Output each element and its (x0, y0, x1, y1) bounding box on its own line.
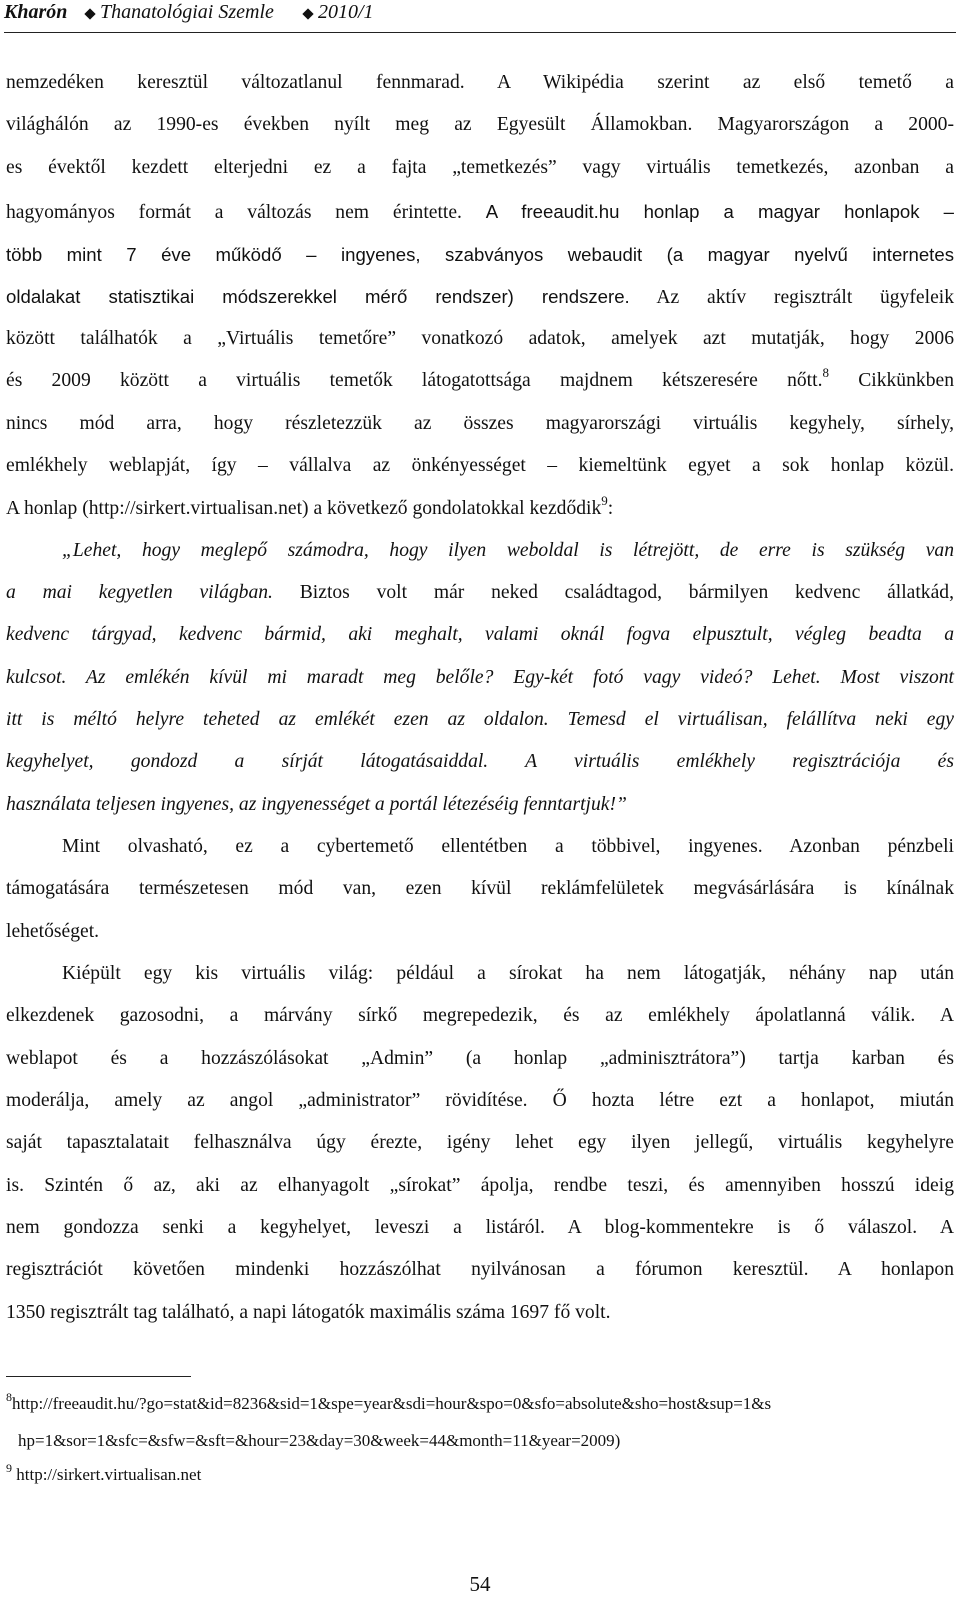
diamond-separator-icon (84, 8, 95, 19)
text-line: regisztrációt követően mindenki hozzászólhat nyilvánosan a fórumon keresztül. A honlapon (6, 1259, 954, 1280)
text-segment: Cikkünkben (828, 370, 954, 391)
text-segment: kegyhelyet, gondozd a sírját látogatásaiddal. (6, 751, 489, 772)
footnote-text: http://sirkert.virtualisan.net (16, 1465, 202, 1484)
text-line (6, 197, 954, 227)
text-segment: Biztos volt már neked családtagod, bármilyen kedvenc állatkád, (272, 582, 954, 603)
footnote-ref-8: 8 (822, 365, 829, 380)
text-line (6, 366, 954, 396)
footnote-ref-9: 9 (601, 493, 608, 508)
text-line (6, 494, 954, 524)
footnote-text: http://freeaudit.hu/?go=stat&id=8236&sid=1&spe=year&sdi=hour&spo=0&sfo=absolute&sho=host&sup=1&s (12, 1394, 772, 1413)
text-segment: kulcsot. Az emlékén kívül mi maradt meg belőle? Egy-két fotó vagy videó? Lehet. (6, 667, 821, 688)
running-header (4, 0, 956, 33)
quote-line (6, 578, 954, 608)
footnote-8-continued: hp=1&sor=1&sfc=&sfw=&sft=&hour=23&day=30&week=44&month=11&year=2009) (18, 1431, 621, 1450)
text-line: világhálón az 1990-es években nyílt meg az Egyesült Államokban. Magyarországon a 2000- (6, 114, 954, 135)
text-line: lehetőséget. (6, 921, 100, 942)
text-segment: : (607, 498, 614, 519)
text-segment: és 2009 között a virtuális temetők látogatottsága majdnem kétszeresére nőtt. (6, 370, 823, 391)
text-line: emlékhely weblapját, így – vállalva az önkényességet – kiemeltünk egyet a sok honlap közül. (6, 455, 954, 476)
quote-line (6, 663, 954, 693)
text-segment: Most viszont (820, 667, 954, 688)
journal-name: Kharón (4, 1, 68, 23)
quote-line: használata teljesen ingyenes, az ingyenességet a portál létezéséig fenntartjuk!” (6, 794, 627, 815)
journal-subtitle: Thanatológiai Szemle (100, 1, 274, 23)
text-line: elkezdenek gazosodni, a márvány sírkő megrepedezik, és az emlékhely ápolatlanná válik. A (6, 1005, 954, 1026)
text-segment: hagyományos formát a változás nem érintette. (6, 202, 486, 223)
text-segment: itt is méltó helyre teheted az emlékét ezen az oldalon. (6, 709, 549, 730)
footnote-number: 8 (6, 1390, 12, 1404)
text-line: 1350 regisztrált tag található, a napi látogatók maximális száma 1697 fő volt. (6, 1302, 611, 1323)
diamond-separator-icon (302, 8, 313, 19)
text-line: moderálja, amely az angol „administrator” rövidítése. Ő hozta létre ezt a honlapot, miután (6, 1090, 954, 1111)
text-segment: oldalakat statisztikai módszerekkel mérő rendszer) rendszere. (6, 286, 630, 307)
footnote-divider (6, 1376, 191, 1377)
quote-line: kedvenc tárgyad, kedvenc bármid, aki meghalt, valami oknál fogva elpusztult, végleg beadta a (6, 624, 954, 645)
quote-line (6, 747, 954, 777)
text-line: nemzedéken keresztül változatlanul fennmarad. A Wikipédia szerint az első temető a (6, 72, 954, 93)
footnote-8 (6, 1391, 771, 1417)
text-line: több mint 7 éve működő – ingyenes, szabványos webaudit (a magyar nyelvű internetes (6, 244, 954, 265)
text-segment: Temesd el virtuálisan, felállítva neki egy (548, 709, 954, 730)
text-line: között találhatók a „Virtuális temetőre” vonatkozó adatok, amelyek azt mutatják, hogy 2006 (6, 328, 954, 349)
text-segment: A freeaudit.hu honlap a magyar honlapok – (485, 201, 954, 222)
text-line: nincs mód arra, hogy részletezzük az összes magyarországi virtuális kegyhely, sírhely, (6, 413, 954, 434)
text-line: saját tapasztalatait felhasználva úgy érezte, igény lehet egy ilyen jellegű, virtuális kegyhelyre (6, 1132, 954, 1153)
text-segment: a mai kegyetlen világban. (6, 582, 273, 603)
text-line: es évektől kezdett elterjedni ez a fajta „temetkezés” vagy virtuális temetkezés, azonban a (6, 157, 954, 178)
footnote-number: 9 (6, 1461, 12, 1475)
issue-number: 2010/1 (318, 1, 374, 23)
footnote-9 (6, 1462, 201, 1488)
text-line: Mint olvasható, ez a cybertemető ellentétben a többivel, ingyenes. Azonban pénzbeli (62, 836, 954, 857)
text-line: támogatására természetesen mód van, ezen kívül reklámfelületek megvásárlására is kínálnak (6, 878, 954, 899)
text-line: is. Szintén ő az, aki az elhanyagolt „sírokat” ápolja, rendbe teszi, és amennyiben hosszú ideig (6, 1175, 954, 1196)
text-segment: A honlap (http://sirkert.virtualisan.net) a következő gondolatokkal kezdődik (6, 498, 602, 519)
text-segment: Az aktív regisztrált ügyfeleik (629, 287, 955, 308)
text-line: Kiépült egy kis virtuális világ: például a sírokat ha nem látogatják, néhány nap után (62, 963, 954, 984)
page-number: 54 (469, 1572, 491, 1596)
text-line: weblapot és a hozzászólásokat „Admin” (a honlap „adminisztrátora”) tartja karban és (6, 1048, 954, 1069)
quote-line (6, 705, 954, 735)
quote-line: „Lehet, hogy meglepő számodra, hogy ilyen weboldal is létrejött, de erre is szükség van (62, 540, 954, 561)
text-line (6, 282, 954, 312)
text-line: nem gondozza senki a kegyhelyet, leveszi a listáról. A blog-kommentekre is ő válaszol. A (6, 1217, 954, 1238)
text-segment: A virtuális emlékhely regisztrációja és (488, 751, 954, 772)
